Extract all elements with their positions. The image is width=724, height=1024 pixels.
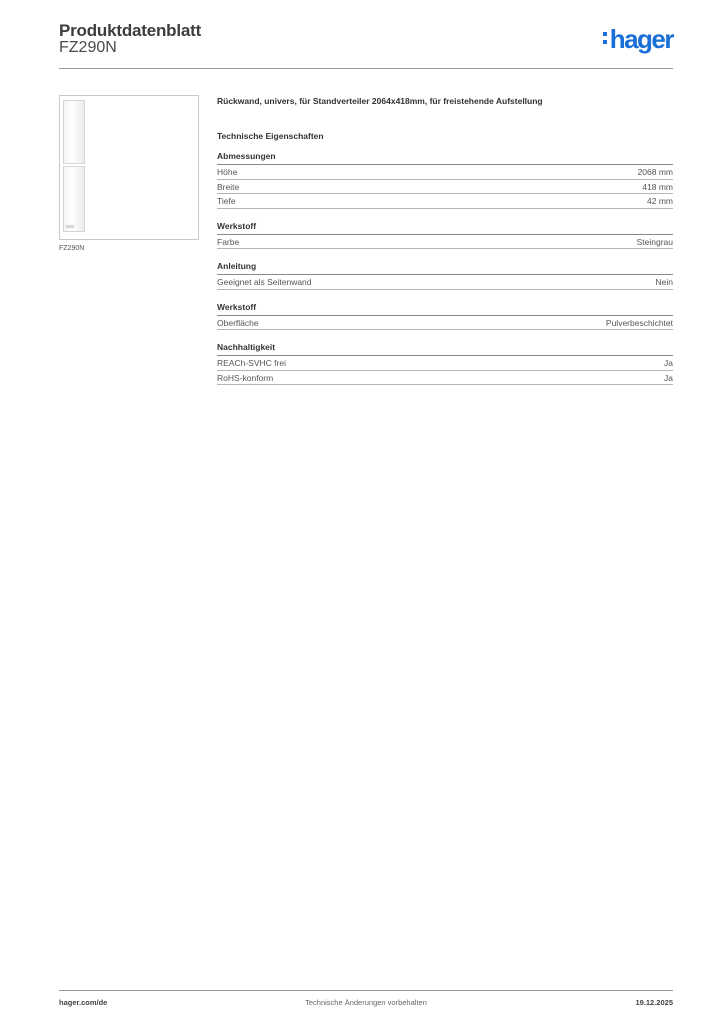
property-label: Oberfläche [217, 317, 259, 328]
logo-text: hager [609, 24, 673, 54]
property-label: Höhe [217, 167, 238, 177]
property-value: 42 mm [647, 196, 673, 206]
property-group-material-surface [217, 302, 673, 331]
section-heading: Technische Eigenschaften [217, 131, 324, 141]
hager-logo [603, 26, 673, 52]
footer-notice: Technische Änderungen vorbehalten [305, 998, 427, 1007]
group-title: Nachhaltigkeit [217, 342, 673, 356]
property-label: REACh-SVHC frei [217, 358, 286, 368]
property-label: Geeignet als Seitenwand [217, 277, 312, 287]
property-value: Steingrau [636, 236, 673, 247]
property-row [217, 165, 673, 180]
property-value: Ja [664, 372, 673, 383]
property-row [217, 180, 673, 195]
property-label: Breite [217, 181, 240, 192]
property-group-material [217, 221, 673, 250]
property-label: Farbe [217, 236, 240, 247]
product-description: Rückwand, univers, für Standverteiler 2064x418mm, für freistehende Aufstellung [217, 96, 543, 106]
group-title: Anleitung [217, 261, 673, 275]
property-group-dimensions [217, 151, 673, 209]
group-title: Abmessungen [217, 151, 673, 165]
footer-date: 19.12.2025 [635, 998, 673, 1007]
property-value: Ja [664, 358, 673, 368]
product-image [59, 95, 199, 240]
footer-website: hager.com/de [59, 998, 108, 1007]
property-value: Nein [655, 277, 673, 287]
footer-divider [59, 990, 673, 991]
property-group-instructions [217, 261, 673, 290]
property-value: 2068 mm [637, 167, 673, 177]
group-title: Werkstoff [217, 302, 673, 316]
panel-lower-image [63, 166, 85, 232]
property-row [217, 275, 673, 290]
property-row [217, 316, 673, 331]
product-details [217, 96, 673, 385]
property-label: RoHS-konform [217, 372, 274, 383]
property-group-sustainability [217, 342, 673, 385]
image-caption: FZ290N [59, 245, 85, 252]
property-value: 418 mm [642, 181, 673, 192]
group-title: Werkstoff [217, 221, 673, 235]
logo-colon-icon [603, 32, 607, 45]
property-row [217, 235, 673, 250]
panel-label-mark [66, 225, 74, 228]
panel-upper-image [63, 100, 85, 164]
property-value: Pulverbeschichtet [605, 317, 673, 328]
property-label: Tiefe [217, 196, 236, 206]
property-row [217, 371, 673, 386]
product-code: FZ290N [59, 39, 117, 56]
property-row [217, 194, 673, 209]
page-footer [59, 998, 673, 1010]
page-title: Produktdatenblatt [59, 21, 202, 40]
header-divider [59, 68, 673, 69]
property-row [217, 356, 673, 371]
page-header [59, 20, 673, 70]
